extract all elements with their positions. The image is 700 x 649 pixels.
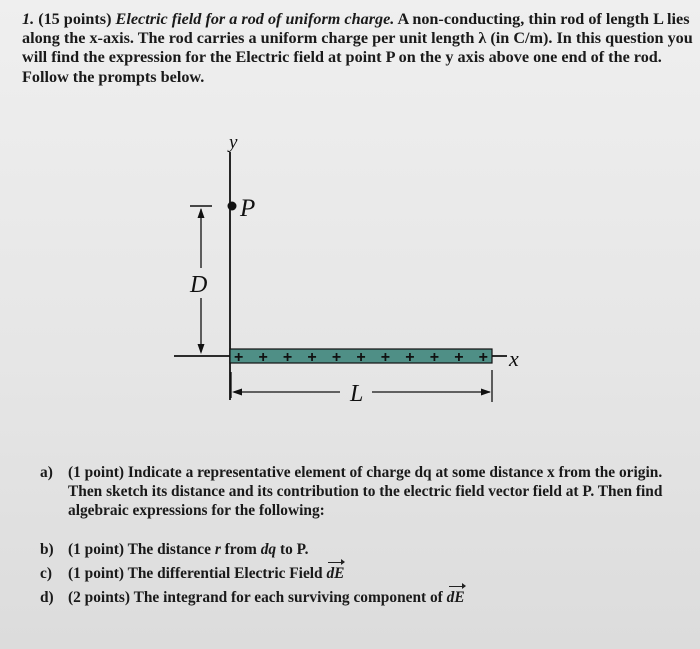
l-label: L [350, 381, 364, 407]
question-a-text: (1 point) Indicate a representative element of charge dq at some distance x from the origin. Then sketch its distance and its contribution to the electric field vector field at P. Then find algebraic expressions for the following: [68, 464, 663, 519]
problem-intro: A non-conducting, thin rod of length L lies along the x-axis. The rod carries a uniform charge per unit length λ (in C/m). In this question you will find the expression for the Electric field at point P on the y axis above one end of the rod. Follow the prompts below. [22, 10, 693, 86]
question-c-vector-de: dE [326, 565, 345, 582]
rod-plus-signs: + + + + + + + + + + + [234, 349, 488, 366]
question-b-pre: (1 point) The distance [68, 541, 215, 558]
y-axis-label: y [229, 132, 238, 153]
question-a [40, 463, 690, 520]
question-b-mid: from [220, 541, 261, 558]
question-list [40, 463, 690, 612]
question-c-label: c) [40, 565, 52, 582]
question-c-pre: (1 point) The differential Electric Field [68, 565, 327, 582]
l-arrow-left [232, 389, 242, 396]
question-b-post: to P. [276, 541, 309, 558]
question-c [40, 564, 690, 583]
question-b [40, 540, 690, 559]
d-arrow-up [198, 208, 205, 218]
question-b-var-dq: dq [260, 541, 277, 558]
d-label: D [190, 272, 208, 298]
question-a-label: a) [40, 464, 53, 481]
question-b-label: b) [40, 541, 54, 558]
d-arrow-down [198, 344, 205, 354]
l-arrow-right [481, 389, 491, 396]
question-d-vector-de: dE [446, 589, 465, 606]
problem-statement [22, 10, 694, 87]
problem-points: (15 points) [38, 10, 112, 28]
x-axis-label: x [509, 346, 519, 371]
question-b-var-r: r [214, 541, 221, 558]
point-p-label: P [240, 195, 256, 222]
question-d [40, 588, 690, 607]
rod-diagram [150, 130, 550, 420]
problem-number: 1. [22, 10, 35, 28]
question-d-label: d) [40, 589, 54, 606]
question-d-pre: (2 points) The integrand for each surviving component of [68, 589, 447, 606]
point-p-dot [228, 202, 237, 211]
problem-heading: Electric field for a rod of uniform charge. [115, 10, 395, 28]
